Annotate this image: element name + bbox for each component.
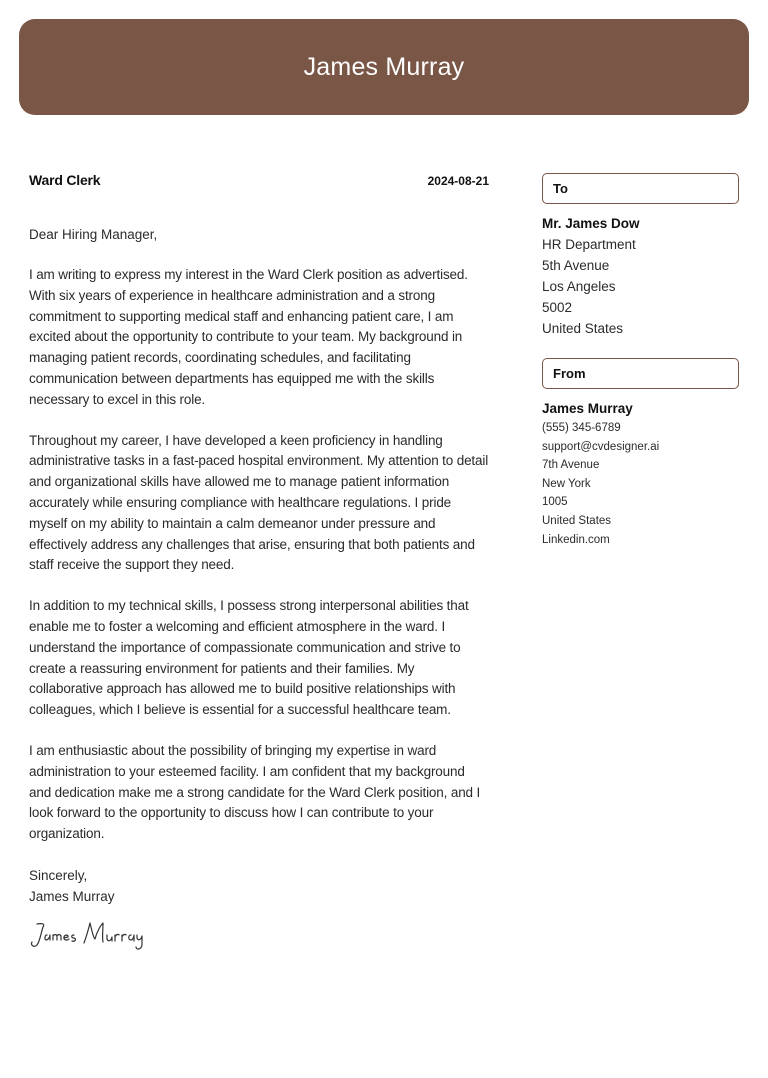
sender-country: United States [542,514,612,527]
closing-name: James Murray [29,888,115,904]
signature-drawing [29,917,149,953]
sender-address [542,399,740,549]
recipient-street: 5th Avenue [542,258,610,273]
header-banner [19,19,749,115]
address-sidebar [542,173,740,549]
recipient-name: Mr. James Dow [542,216,640,231]
signature [29,917,489,953]
to-label-box: To [542,173,739,204]
recipient-city: Los Angeles [542,279,616,294]
recipient-address [542,213,740,339]
sender-phone: (555) 345-6789 [542,422,621,434]
sender-city: New York [542,477,591,490]
recipient-department: HR Department [542,237,636,252]
letter-body [29,172,489,953]
paragraph-4: I am enthusiastic about the possibility of bringing my expertise in ward administration to your esteemed facility. I am confident that my background and dedication make me a strong candidate for the Ward Clerk position, and I look forward to the opportunity to discuss how I can contribute to your organization. [29,742,481,842]
letter-date: 2024-08-21 [427,174,489,188]
paragraph-3: In addition to my technical skills, I possess strong interpersonal abilities that enable me to foster a welcoming and efficient atmosphere in the ward. I understand the importance of compassionate communication and strive to create a reassuring environment for patients and their families. My collaborative approach has allowed me to build positive relationships with colleagues, which I believe is essential for a successful healthcare team. [29,598,469,718]
recipient-country: United States [542,321,624,336]
title-row [29,172,489,194]
sender-zip: 1005 [542,496,568,509]
closing-phrase: Sincerely, [29,867,88,883]
salutation: Dear Hiring Manager, [29,227,158,242]
sender-linkedin: Linkedin.com [542,533,610,546]
closing-block [29,865,489,907]
from-label-box: From [542,358,739,389]
recipient-zip: 5002 [542,300,573,315]
sender-name: James Murray [542,401,633,416]
sender-email: support@cvdesigner.ai [542,440,660,453]
paragraph-1: I am writing to express my interest in the Ward Clerk position as advertised. With six years of experience in healthcare administration and a strong commitment to supporting medical staff and enhancing patient care, I am excited about the opportunity to contribute to your team. My background in managing patient records, coordinating schedules, and facilitating communication between departments has equipped me with the skills necessary to excel in this role. [29,267,468,407]
sender-street: 7th Avenue [542,459,600,472]
applicant-name: James Murray [303,52,465,81]
paragraph-2: Throughout my career, I have developed a keen proficiency in handling administrative tasks in a fast-paced hospital environment. My attention to detail and organizational skills have allowed me to manage patient information accurately while ensuring compliance with healthcare regulations. I pride myself on my ability to maintain a calm demeanor under pressure and effectively address any challenges that arise, ensuring that both patients and staff receive the support they need. [29,432,489,573]
job-title: Ward Clerk [29,172,101,188]
